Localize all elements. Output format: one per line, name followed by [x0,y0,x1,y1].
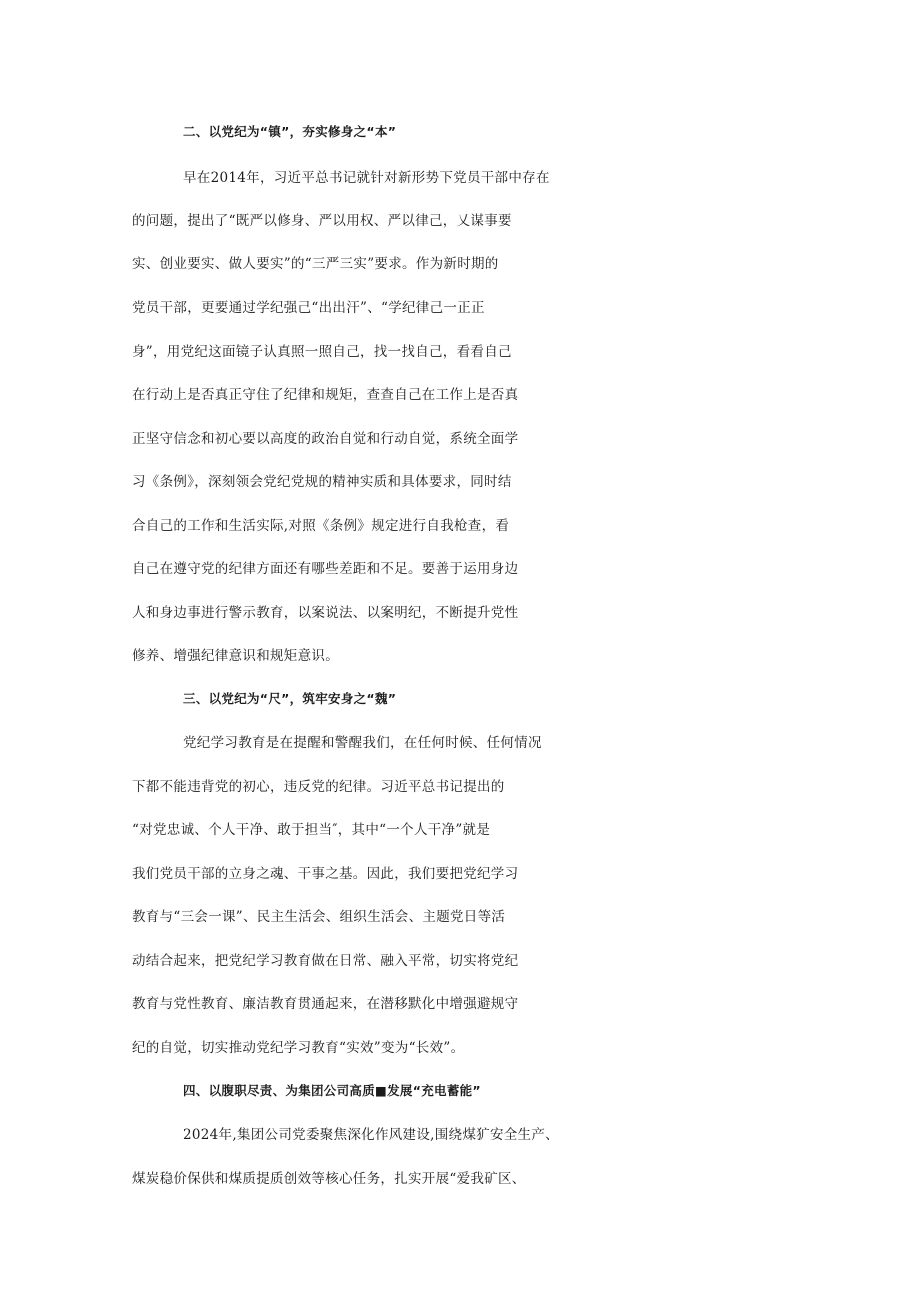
paragraph-line: 在行动上是否真正守住了纪律和规矩，查查自己在工作上是否真 [132,387,519,403]
paragraph-line: 纪的自觉，切实推动党纪学习教育“实效”变为“长效”。 [132,1040,465,1056]
paragraph-line: 实、创业要实、做人要实”的“三严三实”要求。作为新时期的 [132,256,499,272]
section-heading-2: 二、以党纪为“镇”，夯实修身之“本” [183,124,397,139]
paragraph-line: 党员干部，更要通过学纪强己“出出汗”、“学纪律己一正正 [132,300,485,316]
paragraph-line: 教育与党性教育、廉洁教育贯通起来，在潜移默化中增强避规守 [132,996,519,1012]
paragraph-line: 身”，用党纪这面镜子认真照一照自己，找一找自己，看看自己 [132,344,512,360]
paragraph-line: 早在2014年，习近平总书记就针对新形势下党员干部中存在 [183,170,550,186]
paragraph-line: 我们党员干部的立身之魂、干事之基。因此，我们要把党纪学习 [132,866,519,882]
paragraph-line: 2024年,集团公司党委聚焦深化作风建设,围绕煤犷安全生产、 [183,1127,559,1143]
paragraph-line: 合自己的工作和生活实际,对照《条例》规定进行自我枪查，看 [132,518,510,534]
section-heading-3: 三、以党纪为“尺”，筑牢安身之“魏” [183,691,397,706]
paragraph-line: 自己在遵守党的纪律方面还有哪些差距和不足。要善于运用身边 [132,561,519,577]
paragraph-line: 教育与“三会一课”、民主生活会、组织生活会、主题党日等活 [132,909,506,925]
paragraph-line: 的问题，提出了“既严以修身、严以用权、严以律己，乂谋事要 [132,213,512,229]
paragraph-line: 修养、增强纪律意识和规矩意识。 [132,648,339,664]
paragraph-line: 习《条例》，深刻领会党纪党规的精神实质和具体要求，同时结 [132,474,512,490]
paragraph-line: 煤炭稳价保供和煤质提质创效等核心任务，扎实开展“爱我矿区、 [132,1171,526,1187]
paragraph-line: 动结合起来，把党纪学习教育做在日常、融入平常，切实将党纪 [132,953,519,969]
paragraph-line: 下都不能违背党的初心，违反党的纪律。习近平总书记提出的 [132,779,505,795]
paragraph-line: 党纪学习教育是在提醒和警醒我们，在任何时候、任何情况 [183,735,542,751]
paragraph-line: “对党忠诚、个人干净、敢于担当″，其中“一个人干净”就是 [132,822,491,838]
paragraph-line: 正坚守信念和初心要以高度的政治自觉和行动自觉，系统全面学 [132,431,519,447]
paragraph-line: 人和身边事进行警示教育，以案说法、以案明纪，不断提升党性 [132,605,519,621]
section-heading-4: 四、以腹职尽责、为集团公司高质■发展“充电蓄能” [183,1083,481,1098]
